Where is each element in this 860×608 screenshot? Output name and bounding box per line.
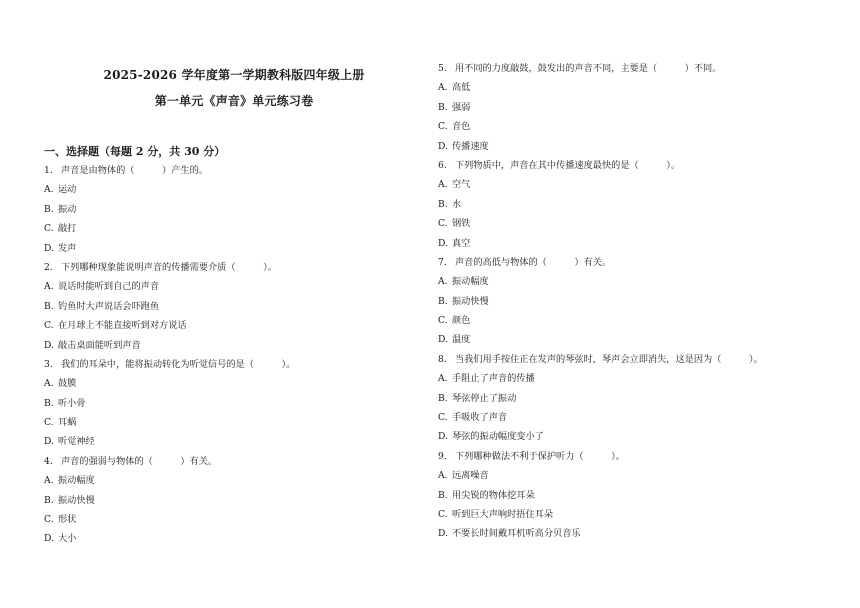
option-letter: D. <box>438 140 448 152</box>
answer-option <box>438 505 763 524</box>
option-letter: D. <box>438 528 448 540</box>
question <box>44 258 295 277</box>
question <box>438 350 763 369</box>
option-letter: B. <box>438 198 448 210</box>
question-text: 下列哪种现象能说明声音的传播需要介质（ ）。 <box>61 261 277 273</box>
question-number: 4. <box>44 455 53 467</box>
answer-option <box>44 529 295 548</box>
option-text: 不要长时间戴耳机听高分贝音乐 <box>452 528 581 540</box>
question-text: 我们的耳朵中，能将振动转化为听觉信号的是（ ）。 <box>61 358 296 370</box>
option-letter: C. <box>438 412 448 424</box>
option-letter: C. <box>438 121 448 133</box>
option-text: 鼓膜 <box>58 378 77 390</box>
answer-option <box>438 466 763 485</box>
answer-option <box>438 389 763 408</box>
question-number: 7. <box>438 256 447 268</box>
answer-option <box>438 524 763 543</box>
option-text: 振动幅度 <box>452 276 489 288</box>
exam-subtitle: 第一单元《声音》单元练习卷 <box>154 94 314 108</box>
answer-option <box>438 369 763 388</box>
answer-option <box>438 427 763 446</box>
option-text: 钓鱼时大声说话会吓跑鱼 <box>58 300 160 312</box>
option-text: 温度 <box>452 334 471 346</box>
option-text: 振动快慢 <box>58 494 95 506</box>
option-letter: A. <box>438 276 448 288</box>
answer-option <box>44 277 295 296</box>
option-letter: A. <box>438 179 448 191</box>
question-text: 声音的强弱与物体的（ ）有关。 <box>61 455 218 467</box>
answer-option <box>438 137 763 156</box>
option-letter: A. <box>44 184 54 196</box>
option-text: 钢铁 <box>452 218 471 230</box>
option-text: 手阻止了声音的传播 <box>452 373 535 385</box>
option-letter: C. <box>44 514 54 526</box>
option-text: 手吸收了声音 <box>452 412 508 424</box>
exam-title: 2025-2026 学年度第一学期教科版四年级上册 <box>103 68 365 82</box>
question <box>438 447 763 466</box>
option-letter: C. <box>438 218 448 230</box>
option-letter: A. <box>44 378 54 390</box>
answer-option <box>44 297 295 316</box>
option-text: 琴弦的振动幅度变小了 <box>452 431 544 443</box>
option-text: 颜色 <box>452 315 471 327</box>
question-list-left <box>44 161 295 549</box>
answer-option <box>438 234 763 253</box>
question-text: 下列哪种做法不利于保护听力（ ）。 <box>455 450 625 462</box>
question <box>44 355 295 374</box>
option-text: 振动 <box>58 203 77 215</box>
question-text: 当我们用手按住正在发声的琴弦时，琴声会立即消失，这是因为（ ）。 <box>455 353 763 365</box>
question <box>44 452 295 471</box>
option-text: 空气 <box>452 179 471 191</box>
option-letter: C. <box>438 508 448 520</box>
option-letter: D. <box>44 339 54 351</box>
option-text: 音色 <box>452 121 471 133</box>
option-letter: A. <box>44 281 54 293</box>
option-letter: D. <box>44 242 54 254</box>
answer-option <box>44 510 295 529</box>
option-letter: A. <box>438 470 448 482</box>
option-text: 传播速度 <box>452 140 489 152</box>
option-text: 敲打 <box>58 223 77 235</box>
answer-option <box>438 408 763 427</box>
option-letter: B. <box>438 392 448 404</box>
option-letter: A. <box>438 373 448 385</box>
option-text: 振动幅度 <box>58 475 95 487</box>
option-letter: C. <box>44 223 54 235</box>
option-letter: C. <box>44 417 54 429</box>
option-text: 用尖锐的物体挖耳朵 <box>452 489 535 501</box>
answer-option <box>44 491 295 510</box>
option-text: 水 <box>452 198 462 210</box>
option-letter: D. <box>438 334 448 346</box>
option-letter: B. <box>44 203 54 215</box>
answer-option <box>438 292 763 311</box>
option-letter: A. <box>438 82 448 94</box>
answer-option <box>44 413 295 432</box>
question <box>438 156 763 175</box>
answer-option <box>438 311 763 330</box>
option-letter: C. <box>44 320 54 332</box>
option-letter: B. <box>44 494 54 506</box>
answer-option <box>44 394 295 413</box>
option-text: 发声 <box>58 242 77 254</box>
option-text: 听觉神经 <box>58 436 95 448</box>
option-letter: B. <box>438 489 448 501</box>
option-text: 远离噪音 <box>452 470 489 482</box>
answer-option <box>44 316 295 335</box>
question <box>438 59 763 78</box>
answer-option <box>44 239 295 258</box>
answer-option <box>44 200 295 219</box>
answer-option <box>438 78 763 97</box>
option-text: 运动 <box>58 184 77 196</box>
answer-option <box>44 374 295 393</box>
answer-option <box>44 471 295 490</box>
answer-option <box>438 175 763 194</box>
answer-option <box>438 214 763 233</box>
answer-option <box>44 432 295 451</box>
question-text: 下列物质中，声音在其中传播速度最快的是（ ）。 <box>455 159 681 171</box>
option-letter: D. <box>438 237 448 249</box>
option-letter: A. <box>44 475 54 487</box>
option-letter: B. <box>44 300 54 312</box>
option-text: 形状 <box>58 514 77 526</box>
option-letter: B. <box>44 397 54 409</box>
option-text: 听到巨大声响时捂住耳朵 <box>452 508 554 520</box>
option-text: 听小骨 <box>58 397 86 409</box>
question-number: 6. <box>438 159 447 171</box>
option-letter: D. <box>44 436 54 448</box>
question-number: 3. <box>44 358 53 370</box>
answer-option <box>438 98 763 117</box>
answer-option <box>438 486 763 505</box>
answer-option <box>438 195 763 214</box>
option-text: 耳蜗 <box>58 417 77 429</box>
answer-option <box>438 272 763 291</box>
option-letter: D. <box>44 533 54 545</box>
question-list-right <box>438 59 763 544</box>
question <box>44 161 295 180</box>
option-text: 高低 <box>452 82 471 94</box>
option-letter: B. <box>438 295 448 307</box>
option-text: 强弱 <box>452 101 471 113</box>
answer-option <box>44 219 295 238</box>
option-letter: D. <box>438 431 448 443</box>
question-number: 5. <box>438 63 447 74</box>
question-text: 声音的高低与物体的（ ）有关。 <box>455 256 612 268</box>
option-text: 说话时能听到自己的声音 <box>58 281 160 293</box>
answer-option <box>438 330 763 349</box>
option-text: 琴弦停止了振动 <box>452 392 517 404</box>
question-text: 声音是由物体的（ ）产生的。 <box>61 165 208 176</box>
question-number: 1. <box>44 165 53 176</box>
question <box>438 253 763 272</box>
option-text: 大小 <box>58 533 77 545</box>
option-letter: B. <box>438 101 448 113</box>
option-letter: C. <box>438 315 448 327</box>
answer-option <box>44 336 295 355</box>
section-heading: 一、选择题（每题 2 分，共 30 分） <box>44 145 226 158</box>
question-number: 9. <box>438 450 447 462</box>
option-text: 在月球上不能直接听到对方说话 <box>58 320 187 332</box>
option-text: 敲击桌面能听到声音 <box>58 339 141 351</box>
question-number: 2. <box>44 261 53 273</box>
answer-option <box>438 117 763 136</box>
option-text: 振动快慢 <box>452 295 489 307</box>
question-text: 用不同的力度敲鼓，鼓发出的声音不同，主要是（ ）不同。 <box>455 63 722 74</box>
question-number: 8. <box>438 353 447 365</box>
option-text: 真空 <box>452 237 471 249</box>
answer-option <box>44 180 295 199</box>
